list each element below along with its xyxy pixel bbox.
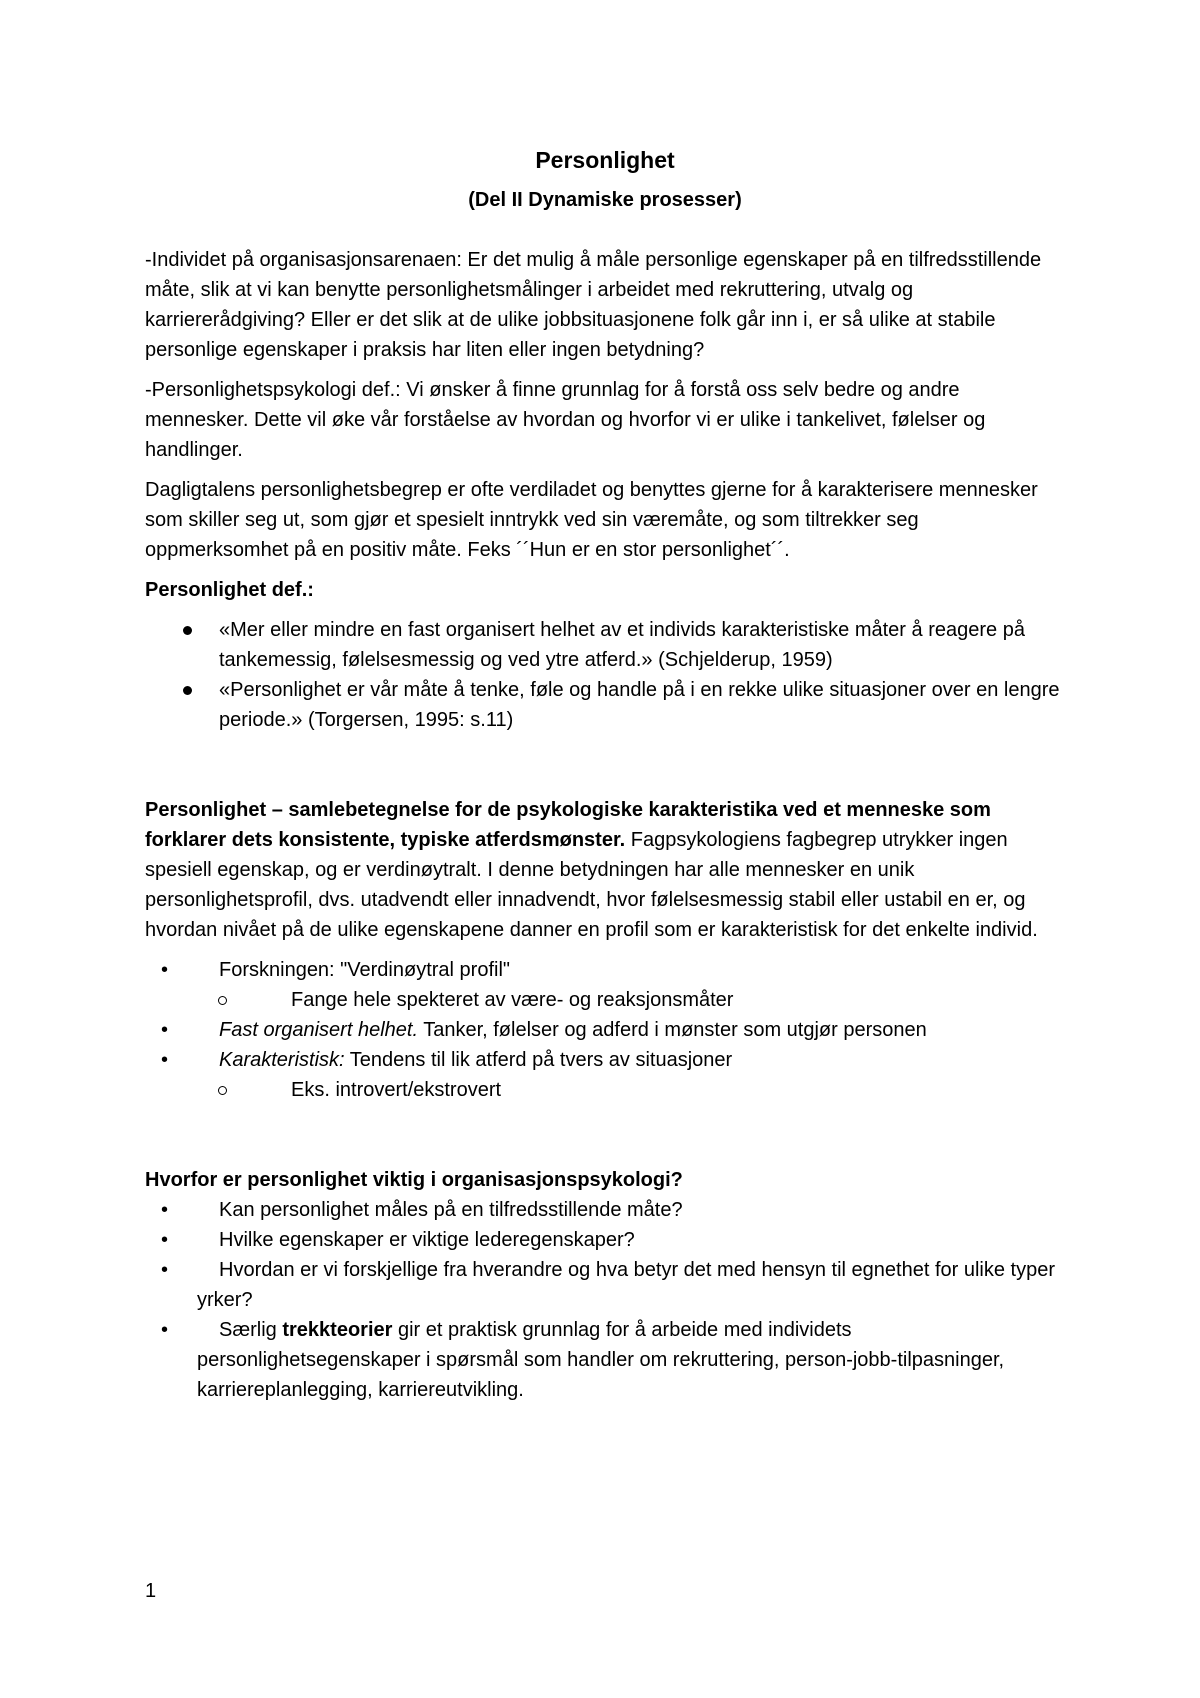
- summary-text: Fagpsykologiens fagbegrep utrykker ingen spesiell egenskap, og er verdinøytralt. I denne betydningen har alle mennesker en unik personlighetsprofil, dvs. utadvendt eller innadvendt, hvor følelsesmessig stabil eller ustabil en er, og hvordan nivået på de ulike egenskapene danner en profil som er karakteristisk for det enkelte individ.: [145, 829, 1038, 941]
- sub-list-item: [145, 1075, 1065, 1105]
- paragraph-intro: -Individet på organisasjonsarenaen: Er det mulig å måle personlige egenskaper på en tilfredsstillende måte, slik at vi kan benytte personlighetsmålinger i arbeidet med rekruttering, utvalg og karriererådgiving? Eller er det slik at de ulike jobbsituasjonene folk går inn i, er så ulike at stabile personlige egenskaper i praksis har liten eller ingen betydning?: [145, 249, 1042, 361]
- list-item-emphasis: Karakteristisk:: [219, 1049, 345, 1071]
- sub-list-item: [145, 985, 1065, 1015]
- list-item-text: Fange hele spekteret av være- og reaksjonsmåter: [291, 989, 734, 1011]
- page-number: 1: [145, 1580, 157, 1602]
- list-item: [145, 675, 1065, 735]
- list-item-text: Hvilke egenskaper er viktige lederegenskaper?: [219, 1229, 635, 1251]
- list-item-text: Hvordan er vi forskjellige fra hverandre og hva betyr det med hensyn til egnethet for ulike typer yrker?: [197, 1259, 1055, 1311]
- list-item: [145, 1225, 1065, 1255]
- definition-heading: Personlighet def.:: [145, 579, 314, 601]
- list-item: [145, 1255, 1065, 1315]
- bullet-icon: •: [161, 1259, 169, 1281]
- bullet-icon: •: [161, 1199, 169, 1221]
- list-item-text: «Mer eller mindre en fast organisert helhet av et individs karakteristiske måter å reagere på tankemessig, følelsesmessig og ved ytre atferd.» (Schjelderup, 1959): [219, 619, 1025, 671]
- bullet-icon: •: [161, 1229, 169, 1251]
- list-item: [145, 1045, 1065, 1075]
- circle-bullet-icon: [218, 1086, 227, 1095]
- page-title: Personlighet: [535, 147, 675, 173]
- profile-list: [145, 955, 1065, 1105]
- bullet-icon: •: [161, 1019, 169, 1041]
- definition-list: [145, 615, 1065, 735]
- bullet-icon: [183, 686, 192, 695]
- paragraph-summary: [145, 795, 1065, 945]
- bullet-icon: •: [161, 959, 169, 981]
- list-item: [145, 1315, 1065, 1405]
- list-item-text: Forskningen: "Verdinøytral profil": [219, 959, 510, 981]
- list-item-text-prefix: Særlig: [219, 1319, 283, 1341]
- list-item-text: Kan personlighet måles på en tilfredsstillende måte?: [219, 1199, 683, 1221]
- list-item: [145, 1195, 1065, 1225]
- paragraph-everyday: Dagligtalens personlighetsbegrep er ofte verdiladet og benyttes gjerne for å karakterisere mennesker som skiller seg ut, som gjør et spesielt inntrykk ved sin væremåte, og som tiltrekker seg oppmerksomhet på en positiv måte. Feks ´´Hun er en stor personlighet´´.: [145, 479, 1038, 561]
- list-item-emphasis: Fast organisert helhet.: [219, 1019, 418, 1041]
- list-item-text: Eks. introvert/ekstrovert: [291, 1079, 502, 1101]
- list-item-text: Tendens til lik atferd på tvers av situasjoner: [344, 1049, 733, 1071]
- list-item-text: gir et praktisk grunnlag for å arbeide med individets personlighetsegenskaper i spørsmål som handler om rekruttering, person-jobb-tilpasninger, karriereplanlegging, karriereutvikling.: [197, 1319, 1005, 1401]
- document-body: [145, 145, 1065, 1405]
- list-item-bold-text: trekkteorier: [282, 1319, 393, 1341]
- why-list: [145, 1195, 1065, 1405]
- list-item: [145, 1015, 1065, 1045]
- list-item-text: «Personlighet er vår måte å tenke, føle og handle på i en rekke ulike situasjoner over en lengre periode.» (Torgersen, 1995: s.11): [219, 679, 1060, 731]
- bullet-icon: •: [161, 1319, 169, 1341]
- circle-bullet-icon: [218, 996, 227, 1005]
- list-item: [145, 615, 1065, 675]
- bullet-icon: [183, 626, 192, 635]
- page-subtitle: (Del II Dynamiske prosesser): [468, 189, 742, 211]
- summary-bold-text: Personlighet – samlebetegnelse for de psykologiske karakteristika ved et menneske som forklarer dets konsistente, typiske atferdsmønster.: [145, 799, 991, 851]
- list-item-text: Tanker, følelser og adferd i mønster som utgjør personen: [418, 1019, 927, 1041]
- list-item: [145, 955, 1065, 985]
- bullet-icon: •: [161, 1049, 169, 1071]
- paragraph-definition: -Personlighetspsykologi def.: Vi ønsker å finne grunnlag for å forstå oss selv bedre og andre mennesker. Dette vil øke vår forståelse av hvordan og hvorfor vi er ulike i tankelivet, følelser og handlinger.: [145, 379, 986, 461]
- why-heading: Hvorfor er personlighet viktig i organisasjonspsykologi?: [145, 1169, 683, 1191]
